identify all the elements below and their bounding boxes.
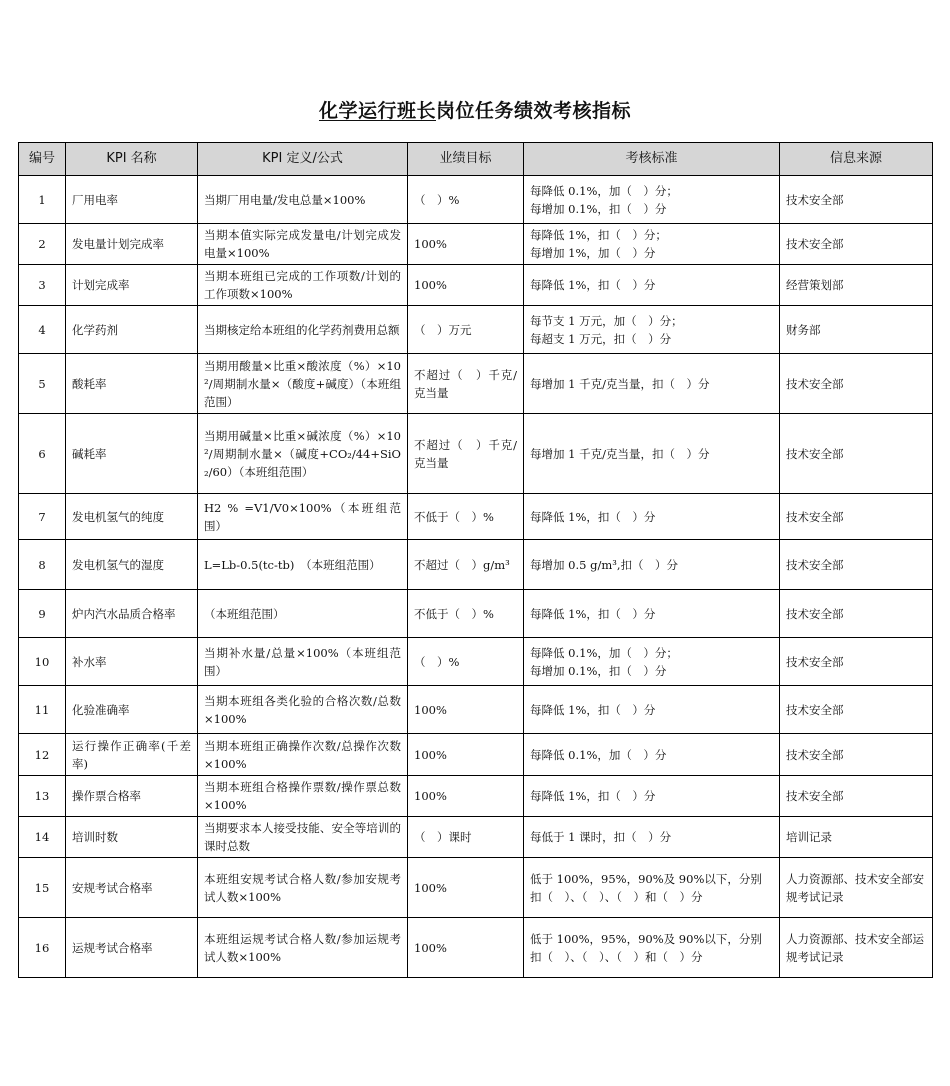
cell-kpi-definition: 当期本班组正确操作次数/总操作次数×100% (198, 734, 408, 776)
cell-standard: 每节支 1 万元，加（ ）分； 每超支 1 万元，扣（ ）分 (524, 306, 780, 354)
cell-no: 10 (19, 638, 66, 686)
cell-source: 技术安全部 (780, 638, 933, 686)
cell-kpi-definition: 当期厂用电量/发电总量×100% (198, 176, 408, 224)
cell-kpi-name: 厂用电率 (66, 176, 198, 224)
cell-standard: 每降低 1%，扣（ ）分 (524, 494, 780, 540)
table-row (19, 590, 933, 638)
cell-kpi-name: 发电量计划完成率 (66, 224, 198, 265)
cell-target: 100% (408, 224, 524, 265)
table-row (19, 306, 933, 354)
table-row (19, 776, 933, 817)
table-row (19, 817, 933, 858)
cell-kpi-name: 培训时数 (66, 817, 198, 858)
cell-kpi-definition: 当期要求本人接受技能、安全等培训的课时总数 (198, 817, 408, 858)
cell-no: 7 (19, 494, 66, 540)
cell-kpi-definition: H2 % =V1/V0×100%（本班组范围） (198, 494, 408, 540)
cell-kpi-definition: L=Lb-0.5(tc-tb) （本班组范围） (198, 540, 408, 590)
cell-target: 不低于（ ）% (408, 590, 524, 638)
cell-source: 技术安全部 (780, 224, 933, 265)
cell-target: （ ）% (408, 176, 524, 224)
header-source: 信息来源 (780, 143, 933, 176)
cell-kpi-name: 发电机氢气的纯度 (66, 494, 198, 540)
header-standard: 考核标准 (524, 143, 780, 176)
cell-target: （ ）% (408, 638, 524, 686)
cell-source: 技术安全部 (780, 590, 933, 638)
cell-source: 技术安全部 (780, 540, 933, 590)
cell-kpi-name: 运规考试合格率 (66, 918, 198, 978)
cell-no: 5 (19, 354, 66, 414)
cell-no: 2 (19, 224, 66, 265)
cell-standard: 低于 100%，95%，90%及 90%以下，分别扣（ ）、（ ）、（ ）和（ ）分 (524, 858, 780, 918)
cell-standard: 每增加 1 千克/克当量，扣（ ）分 (524, 414, 780, 494)
cell-kpi-name: 化学药剂 (66, 306, 198, 354)
table-row (19, 265, 933, 306)
cell-kpi-definition: 当期本班组各类化验的合格次数/总数×100% (198, 686, 408, 734)
cell-standard: 每增加 1 千克/克当量，扣（ ）分 (524, 354, 780, 414)
cell-standard: 每降低 1%，扣（ ）分 (524, 776, 780, 817)
cell-target: （ ）课时 (408, 817, 524, 858)
cell-target: 100% (408, 918, 524, 978)
cell-source: 经营策划部 (780, 265, 933, 306)
table-row (19, 540, 933, 590)
cell-source: 财务部 (780, 306, 933, 354)
cell-no: 9 (19, 590, 66, 638)
cell-standard: 每降低 1%，扣（ ）分； 每增加 1%，加（ ）分 (524, 224, 780, 265)
cell-standard: 每降低 0.1%，加（ ）分； 每增加 0.1%，扣（ ）分 (524, 638, 780, 686)
cell-no: 1 (19, 176, 66, 224)
cell-target: 100% (408, 734, 524, 776)
table-row (19, 414, 933, 494)
cell-standard: 每降低 0.1%，加（ ）分 (524, 734, 780, 776)
table-row (19, 686, 933, 734)
cell-standard: 每降低 1%，扣（ ）分 (524, 686, 780, 734)
cell-no: 13 (19, 776, 66, 817)
cell-kpi-definition: 本班组安规考试合格人数/参加安规考试人数×100% (198, 858, 408, 918)
header-kpi-definition: KPI 定义/公式 (198, 143, 408, 176)
cell-target: 不超过（ ）千克/克当量 (408, 354, 524, 414)
cell-no: 3 (19, 265, 66, 306)
page-title (0, 96, 950, 123)
cell-kpi-definition: 当期本值实际完成发量电/计划完成发电量×100% (198, 224, 408, 265)
cell-standard: 每降低 1%，扣（ ）分 (524, 590, 780, 638)
cell-kpi-name: 碱耗率 (66, 414, 198, 494)
cell-kpi-definition: 当期本班组合格操作票数/操作票总数×100% (198, 776, 408, 817)
cell-no: 12 (19, 734, 66, 776)
header-kpi-name: KPI 名称 (66, 143, 198, 176)
cell-kpi-definition: 本班组运规考试合格人数/参加运规考试人数×100% (198, 918, 408, 978)
cell-target: （ ）万元 (408, 306, 524, 354)
table-row (19, 918, 933, 978)
cell-kpi-definition: （本班组范围） (198, 590, 408, 638)
kpi-table (18, 142, 933, 978)
cell-source: 技术安全部 (780, 354, 933, 414)
cell-no: 11 (19, 686, 66, 734)
table-row (19, 638, 933, 686)
cell-kpi-name: 发电机氢气的湿度 (66, 540, 198, 590)
table-header-row (19, 143, 933, 176)
table-row (19, 494, 933, 540)
cell-kpi-definition: 当期核定给本班组的化学药剂费用总额 (198, 306, 408, 354)
cell-kpi-name: 炉内汽水品质合格率 (66, 590, 198, 638)
cell-source: 技术安全部 (780, 176, 933, 224)
table-row (19, 176, 933, 224)
cell-target: 100% (408, 265, 524, 306)
cell-target: 100% (408, 776, 524, 817)
cell-standard: 每低于 1 课时，扣（ ）分 (524, 817, 780, 858)
cell-source: 技术安全部 (780, 686, 933, 734)
cell-kpi-name: 酸耗率 (66, 354, 198, 414)
cell-target: 不低于（ ）% (408, 494, 524, 540)
cell-target: 不超过（ ）千克/克当量 (408, 414, 524, 494)
cell-kpi-definition: 当期本班组已完成的工作项数/计划的工作项数×100% (198, 265, 408, 306)
kpi-table-body (19, 176, 933, 978)
title-rest-part: 岗位任务绩效考核指标 (436, 100, 632, 122)
table-row (19, 858, 933, 918)
cell-no: 8 (19, 540, 66, 590)
cell-standard: 每降低 1%，扣（ ）分 (524, 265, 780, 306)
cell-kpi-name: 操作票合格率 (66, 776, 198, 817)
cell-no: 6 (19, 414, 66, 494)
cell-source: 技术安全部 (780, 734, 933, 776)
cell-kpi-name: 化验准确率 (66, 686, 198, 734)
cell-target: 不超过（ ）g/m³ (408, 540, 524, 590)
cell-source: 人力资源部、技术安全部安规考试记录 (780, 858, 933, 918)
table-row (19, 354, 933, 414)
cell-source: 培训记录 (780, 817, 933, 858)
cell-source: 技术安全部 (780, 414, 933, 494)
header-target: 业绩目标 (408, 143, 524, 176)
cell-no: 14 (19, 817, 66, 858)
cell-kpi-name: 补水率 (66, 638, 198, 686)
title-underlined-part: 化学运行班长 (318, 100, 436, 122)
cell-standard: 每降低 0.1%，加（ ）分； 每增加 0.1%，扣（ ）分 (524, 176, 780, 224)
cell-standard: 每增加 0.5 g/m³,扣（ ）分 (524, 540, 780, 590)
cell-kpi-definition: 当期用碱量×比重×碱浓度（%）×10²/周期制水量×（碱度+CO₂/44+SiO₂/60）（本班组范围） (198, 414, 408, 494)
cell-source: 技术安全部 (780, 776, 933, 817)
cell-target: 100% (408, 858, 524, 918)
cell-target: 100% (408, 686, 524, 734)
cell-kpi-name: 运行操作正确率(千差率) (66, 734, 198, 776)
cell-kpi-definition: 当期用酸量×比重×酸浓度（%）×10²/周期制水量×（酸度+碱度）（本班组范围） (198, 354, 408, 414)
table-row (19, 734, 933, 776)
cell-standard: 低于 100%，95%，90%及 90%以下，分别扣（ ）、（ ）、（ ）和（ ）分 (524, 918, 780, 978)
cell-no: 16 (19, 918, 66, 978)
header-no: 编号 (19, 143, 66, 176)
cell-no: 15 (19, 858, 66, 918)
cell-source: 技术安全部 (780, 494, 933, 540)
cell-kpi-definition: 当期补水量/总量×100%（本班组范围） (198, 638, 408, 686)
cell-kpi-name: 计划完成率 (66, 265, 198, 306)
cell-source: 人力资源部、技术安全部运规考试记录 (780, 918, 933, 978)
cell-kpi-name: 安规考试合格率 (66, 858, 198, 918)
table-row (19, 224, 933, 265)
cell-no: 4 (19, 306, 66, 354)
